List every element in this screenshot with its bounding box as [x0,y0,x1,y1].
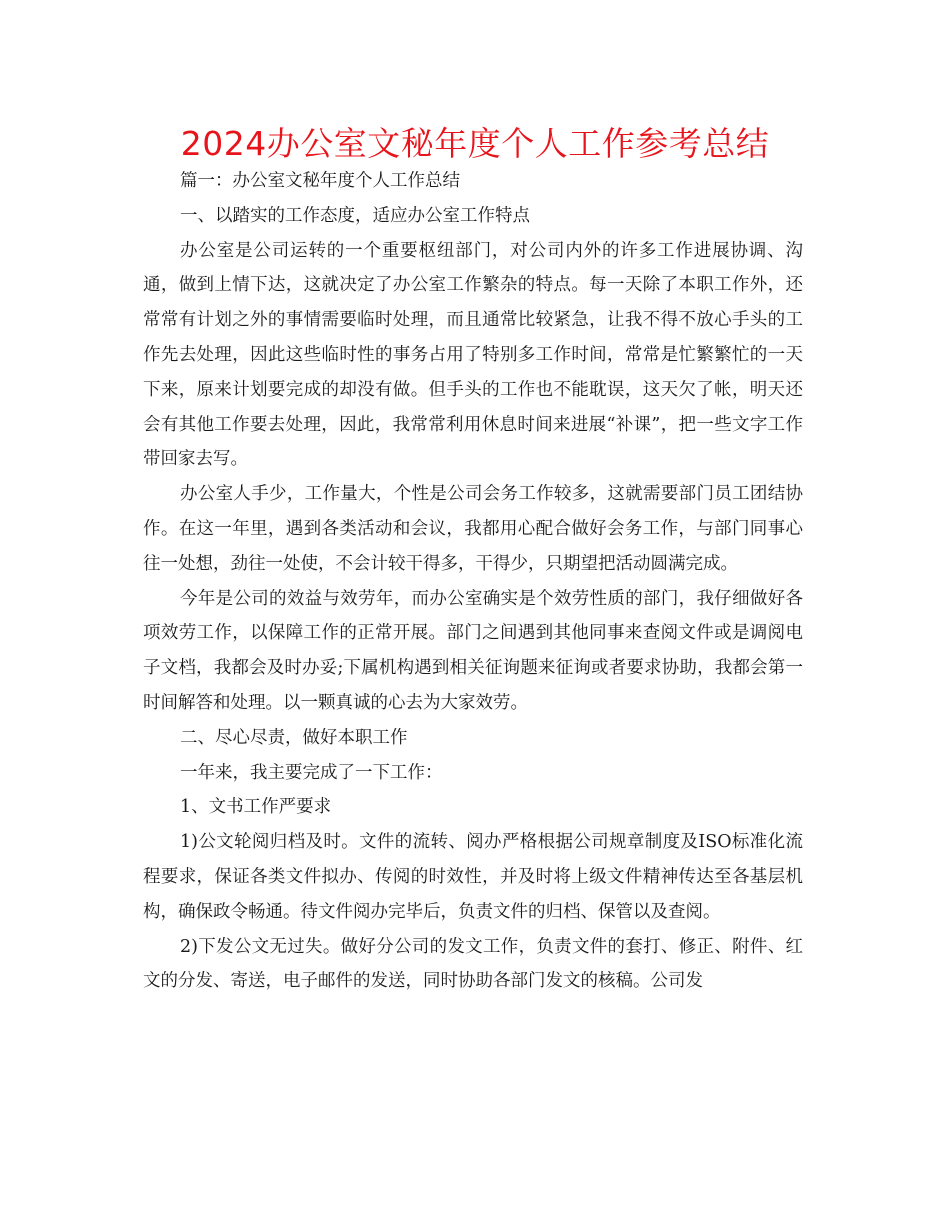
paragraph: 办公室人手少，工作量大，个性是公司会务工作较多，这就需要部门员工团结协作。在这一年里，遇到各类活动和会议，我都用心配合做好会务工作，与部门同事心往一处想，劲往一处使，不会计较干得多，干得少，只期望把活动圆满完成。 [143,484,803,574]
document-body [143,164,803,999]
document-title: 2024办公室文秘年度个人工作参考总结 [180,124,770,163]
paragraph: 一年来，我主要完成了一下工作： [180,762,443,783]
paragraph-section-heading-1: 一、以踏实的工作态度，适应办公室工作特点 [180,205,530,226]
paragraph-subheading: 1、文书工作严要求 [180,797,332,818]
paragraph: 1)公文轮阅归档及时。文件的流转、阅办严格根据公司规章制度及ISO标准化流程要求，保证各类文件拟办、传阅的时效性，并及时将上级文件精神传达至各基层机构，确保政令畅通。待文件阅办完毕后，负责文件的归档、保管以及查阅。 [143,832,803,922]
paragraph: 今年是公司的效益与效劳年，而办公室确实是个效劳性质的部门，我仔细做好各项效劳工作，以保障工作的正常开展。部门之间遇到其他同事来查阅文件或是调阅电子文档，我都会及时办妥;下属机构遇到相关征询题来征询或者要求协助，我都会第一时间解答和处理。以一颗真诚的心去为大家效劳。 [143,588,803,713]
paragraph: 2)下发公文无过失。做好分公司的发文工作，负责文件的套打、修正、附件、红文的分发、寄送，电子邮件的发送，同时协助各部门发文的核稿。公司发 [143,936,803,992]
paragraph-article-heading: 篇一：办公室文秘年度个人工作总结 [180,171,460,191]
paragraph-section-heading-2: 二、尽心尽责，做好本职工作 [180,727,408,748]
paragraph: 办公室是公司运转的一个重要枢纽部门，对公司内外的许多工作进展协调、沟通，做到上情下达，这就决定了办公室工作繁杂的特点。每一天除了本职工作外，还常常有计划之外的事情需要临时处理，而且通常比较紧急，让我不得不放心手头的工作先去处理，因此这些临时性的事务占用了特别多工作时间，常常是忙繁繁忙的一天下来，原来计划要完成的却没有做。但手头的工作也不能耽误，这天欠了帐，明天还会有其他工作要去处理，因此，我常常利用休息时间来进展“补课”，把一些文字工作带回家去写。 [143,240,803,470]
